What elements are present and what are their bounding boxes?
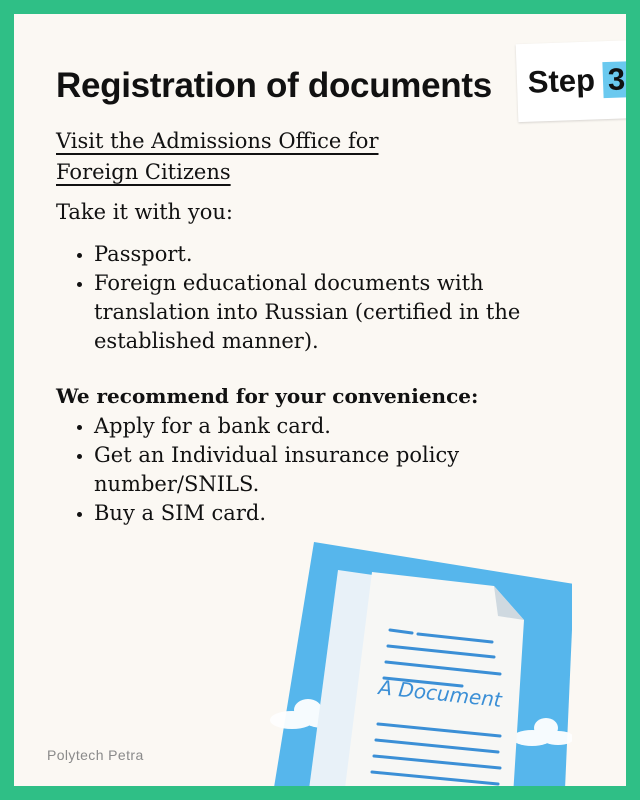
step-number: 3 xyxy=(602,61,626,98)
list-item-snils: • Get an Individual insurance policy number/SNILS. xyxy=(94,441,564,499)
page-title: Registration of documents xyxy=(56,66,492,105)
admissions-office-link[interactable]: Visit the Admissions Office for Foreign Citizens xyxy=(56,129,379,184)
list-item-bank-card: • Apply for a bank card. xyxy=(94,412,564,441)
brand-watermark: Polytech Petra xyxy=(47,747,144,763)
recommend-heading: We recommend for your convenience: xyxy=(56,384,479,408)
document-icon xyxy=(342,572,524,786)
list-item-passport: • Passport. xyxy=(94,240,564,269)
document-illustration xyxy=(262,542,572,786)
step-label: Step xyxy=(527,62,596,100)
step-badge xyxy=(516,40,626,122)
list-item-educational-documents: • Foreign educational documents with translation into Russian (certified in the established manner). xyxy=(94,269,564,356)
take-with-you-list xyxy=(66,240,564,356)
list-item-sim-card: • Buy a SIM card. xyxy=(94,499,564,528)
content-card xyxy=(14,14,626,786)
recommend-list xyxy=(66,412,564,528)
document-label: A Document xyxy=(377,675,503,712)
take-with-you-heading: Take it with you: xyxy=(56,200,233,224)
